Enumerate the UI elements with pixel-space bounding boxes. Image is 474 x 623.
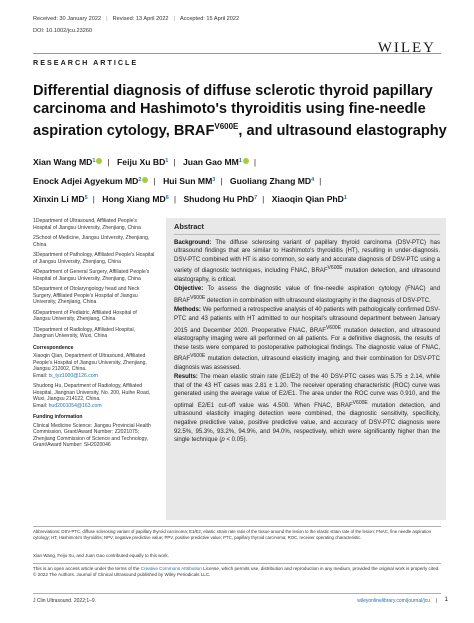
title-part1: Differential diagnosis of diffuse sclerotic thyroid papillary carcinoma and Hashimoto's thyroiditis using fine-needle aspiration cytology, BRAF [33, 83, 433, 139]
abbreviations: Abbreviations: DSV-PTC, diffuse sclerosing variant of papillary thyroid carcinoma; E1/E2, elastic strain rate ratio of the tissue around the lesion to the elastic strain rate of the lesion; FNAC, fine needle aspiration cytology; HT, Hashimoto's thyroiditis; NPV, negative predictive value; PPV, positive predictive value; PTC, papillary thyroid carcinoma; ROC, receiver operating characteristic. [33, 529, 432, 540]
license-text-end: License, which permits use, distribution and reproduction in any medium, provided the original work is properly cited. [201, 566, 440, 571]
methods-text-end: mutation detection, ultrasound elasticity imaging, and their combination for DSV-PTC diagnosis was assessed. [174, 356, 440, 371]
superscript: V600E [325, 324, 342, 331]
orcid-icon[interactable] [243, 158, 249, 164]
superscript: V600E [190, 353, 206, 360]
footer-rule [33, 593, 441, 594]
license-link[interactable]: Creative Commons Attribution [140, 566, 202, 571]
email-label: Email: [33, 402, 48, 409]
results-text: The mean elastic strain rate (E1/E2) of the 40 DSV-PTC cases was 5.75 ± 2.14, while that of the 43 HT cases was 2.81 ± 1.20. The receiver operating characteristic (ROC) curve was generated using the average value of E2/E1. The area under the ROC curve was 0.910, and the optimal E2/E1 cut-off value was 4.500. When FNAC, BRAF [174, 374, 440, 409]
author-line-1: Xian Wang $MD^1$ | Feiju Xu $BD^1$ | Juan Gao $MM^1$ | [33, 157, 257, 167]
license-block [33, 566, 443, 578]
title-part2: , and ultrasound elastography [238, 123, 447, 139]
methods-text-mid: mutation detection, and ultrasound elastography imaging were all performed on all patients. For a definitive diagnosis, the results of these tests were compared to postoperative pathological findings. The diagnostic value of FNAC, BRAF [174, 327, 440, 363]
author-name[interactable]: Xiaoqin Qian PhD [271, 194, 344, 204]
methods-label: Methods: [174, 307, 201, 314]
affiliation: 5Department of Otolaryngology head and Neck Surgery, Affiliated People's Hospital of Jiangsu University, Zhenjiang, China [33, 286, 140, 305]
background-text: The diffuse sclerosing variant of papillary thyroid carcinoma (DSV-PTC) has ultrasound findings that are similar to Hashimoto's thyroiditis (HT), resulting in under-diagnosis. DSV-PTC combined with HT is also common, so early and accurate diagnosis of DSV-PTC using a variety of diagnostic techniques, including FNAC, BRAF [174, 239, 440, 275]
orcid-icon[interactable] [96, 158, 102, 164]
superscript: V600E [327, 265, 343, 272]
superscript: V600E [352, 399, 368, 406]
author-affiliation-mark[interactable]: 1 [92, 158, 96, 164]
abstract-objective [174, 285, 440, 305]
author-name[interactable]: Xinxin Li MD [33, 194, 85, 204]
affiliation: 4Department of General Surgery, Affiliated People's Hospital of Jiangsu University, Zhenjiang, China [33, 269, 150, 282]
received-date: Received: 30 January 2022 [33, 16, 102, 22]
background-text-end: mutation detection, and ultrasound elastography, is critical. [174, 268, 440, 283]
objective-label: Objective: [174, 286, 204, 293]
abbreviations-rule [33, 526, 441, 527]
author-name[interactable]: Guoliang Zhang MD [229, 175, 312, 186]
author-name[interactable]: Shudong Hu PhD [183, 194, 255, 204]
funding-text: Clinical Medicine Science: Jiangsu Provincial Health Commission, Grant/Award Number: Z2021075; Zhenjiang Commission of Science and Technology, Grant/Award Number: SH2020046 [33, 422, 151, 448]
affiliation: 1Department of Ultrasound, Affiliated People's Hospital of Jiangsu University, Zhenjiang, China [33, 218, 141, 231]
results-text-mid: mutation detection, and ultrasound elasticity imaging detection were combined, the diagnostic sensitivity, specificity, negative predictive value, positive predictive value, and accuracy of DSV-PTC diagnosis were 92.5%, 95.3%, 93.2%, 94.9%, and 94.0%, respectively, which were significantly higher than the single technique ( [174, 402, 441, 444]
affiliation: 2School of Medicine, Jiangsu University, Zhenjiang, China [33, 235, 150, 248]
email-label: Email: [33, 372, 48, 379]
author-affiliation-mark[interactable]: 5 [84, 195, 88, 201]
orcid-icon[interactable] [142, 177, 148, 183]
email-link[interactable]: tx_tyz1000@126.com [48, 372, 98, 379]
objective-text: To assess the diagnostic value of fine-needle aspiration cytology (FNAC) and BRAF [174, 286, 440, 304]
author-name[interactable]: Hong Xiang MD [102, 194, 166, 204]
accepted-date: Accepted: 15 April 2022 [180, 16, 240, 22]
correspondence-entry [33, 353, 155, 379]
correspondence-text: Shudong Hu, Department of Radiology, Affiliated Hospital, Jiangnan University, No. 200, Huihe Road, Wuxi, Jiangsu 214122, China. [33, 383, 151, 402]
abstract-heading: Abstract [174, 222, 204, 231]
publisher-logo: WILEY [377, 40, 436, 56]
header-rule [33, 53, 441, 54]
affiliation: 3Department of Pathology, Affiliated People's Hospital of Jiangsu University, Zhenjiang, China [33, 252, 155, 265]
methods-text: We performed a retrospective analysis of 40 patients with pathologically confirmed DSV-PTC and 43 patients with HT admitted to our hospital's ultrasound department between January 2015 and December 2020. Preoperative FNAC, BRAF [174, 307, 440, 334]
author-affiliation-mark[interactable]: 3 [212, 176, 216, 183]
author-line-2: Enock Adjei Agyekum $MD^2$ | Hui Sun $MM^3$ | Guoliang Zhang $MD^4$ | [33, 175, 322, 186]
author-affiliation-mark[interactable]: 7 [254, 195, 258, 201]
author-affiliation-mark[interactable]: 1 [343, 195, 347, 201]
author-name[interactable]: Xian Wang MD [33, 157, 93, 167]
page-number: 1 [444, 597, 448, 603]
copyright: © 2022 The Authors. Journal of Clinical Ultrasound published by Wiley Periodicals LLC. [33, 572, 211, 577]
abstract-background [174, 239, 440, 285]
author-affiliation-mark[interactable]: 4 [311, 176, 315, 183]
article-title [33, 82, 453, 140]
author-affiliation-mark[interactable]: 2 [138, 176, 142, 183]
affiliation: 7Department of Radiology, Affiliated Hospital, Jiangnan University, Wuxi, China [33, 326, 136, 339]
dates-line [33, 16, 239, 22]
doi[interactable]: DOI: 10.1002/jcu.23260 [33, 28, 93, 34]
correspondence-entry [33, 383, 155, 409]
author-name[interactable]: Hui Sun MM [163, 175, 213, 186]
date-separator: | [173, 16, 175, 22]
journal-citation: J Clin Ultrasound. 2022;1–9. [33, 598, 97, 604]
results-label: Results: [174, 374, 198, 381]
author-line-3: Xinxin Li $MD^5$ | Hong Xiang $MD^6$ | Shudong Hu PhD$^7$ | Xiaoqin Qian PhD$^1$ [33, 194, 347, 204]
abstract-methods [174, 306, 440, 372]
author-name[interactable]: Juan Gao MM [182, 157, 239, 167]
abstract-rule [174, 234, 440, 235]
affiliation: 6Department of Pediatric, Affiliated Hospital of Jiangsu University, Zhenjiang, China [33, 309, 137, 322]
date-separator: | [106, 16, 108, 22]
section-label: RESEARCH ARTICLE [33, 58, 139, 67]
license-rule [33, 563, 441, 564]
author-name[interactable]: Enock Adjei Agyekum MD [33, 175, 139, 186]
left-sidebar [33, 218, 155, 453]
equal-contribution-note: Xian Wang, Feiju Xu, and Juan Gao contributed equally to this work. [33, 553, 169, 558]
email-link[interactable]: hud2001054@163.com [48, 402, 102, 409]
p-symbol: p [221, 437, 225, 444]
author-affiliation-mark[interactable]: 1 [165, 158, 169, 164]
abstract-box [166, 218, 446, 520]
author-list [33, 153, 453, 209]
superscript: V600E [190, 294, 206, 301]
author-name[interactable]: Feiju Xu BD [117, 157, 166, 167]
footer-separator: | [435, 598, 437, 604]
author-affiliation-mark[interactable]: 1 [238, 158, 242, 164]
objective-text-end: detection in combination with ultrasound elastography in the diagnosis of DSV-PTC. [205, 297, 431, 304]
license-text: This is an open access article under the terms of the [33, 566, 141, 571]
revised-date: Revised: 13 April 2022 [112, 16, 169, 22]
title-superscript: V600E [214, 122, 239, 131]
abstract-results [174, 373, 440, 444]
abstract-content [174, 223, 440, 446]
funding-heading: Funding information [33, 414, 83, 420]
background-label: Background: [174, 239, 212, 246]
journal-url[interactable]: wileyonlinelibrary.com/journal/jcu [357, 598, 430, 604]
results-text-end: < 0.05). [224, 437, 248, 444]
author-affiliation-mark[interactable]: 6 [165, 195, 169, 201]
correspondence-heading: Correspondence [33, 344, 74, 351]
correspondence-text: Xiaoqin Qian, Department of Ultrasound, Affiliated People's Hospital of Jiangsu University, Zhenjiang, Jiangsu 212002, China. [33, 353, 147, 372]
